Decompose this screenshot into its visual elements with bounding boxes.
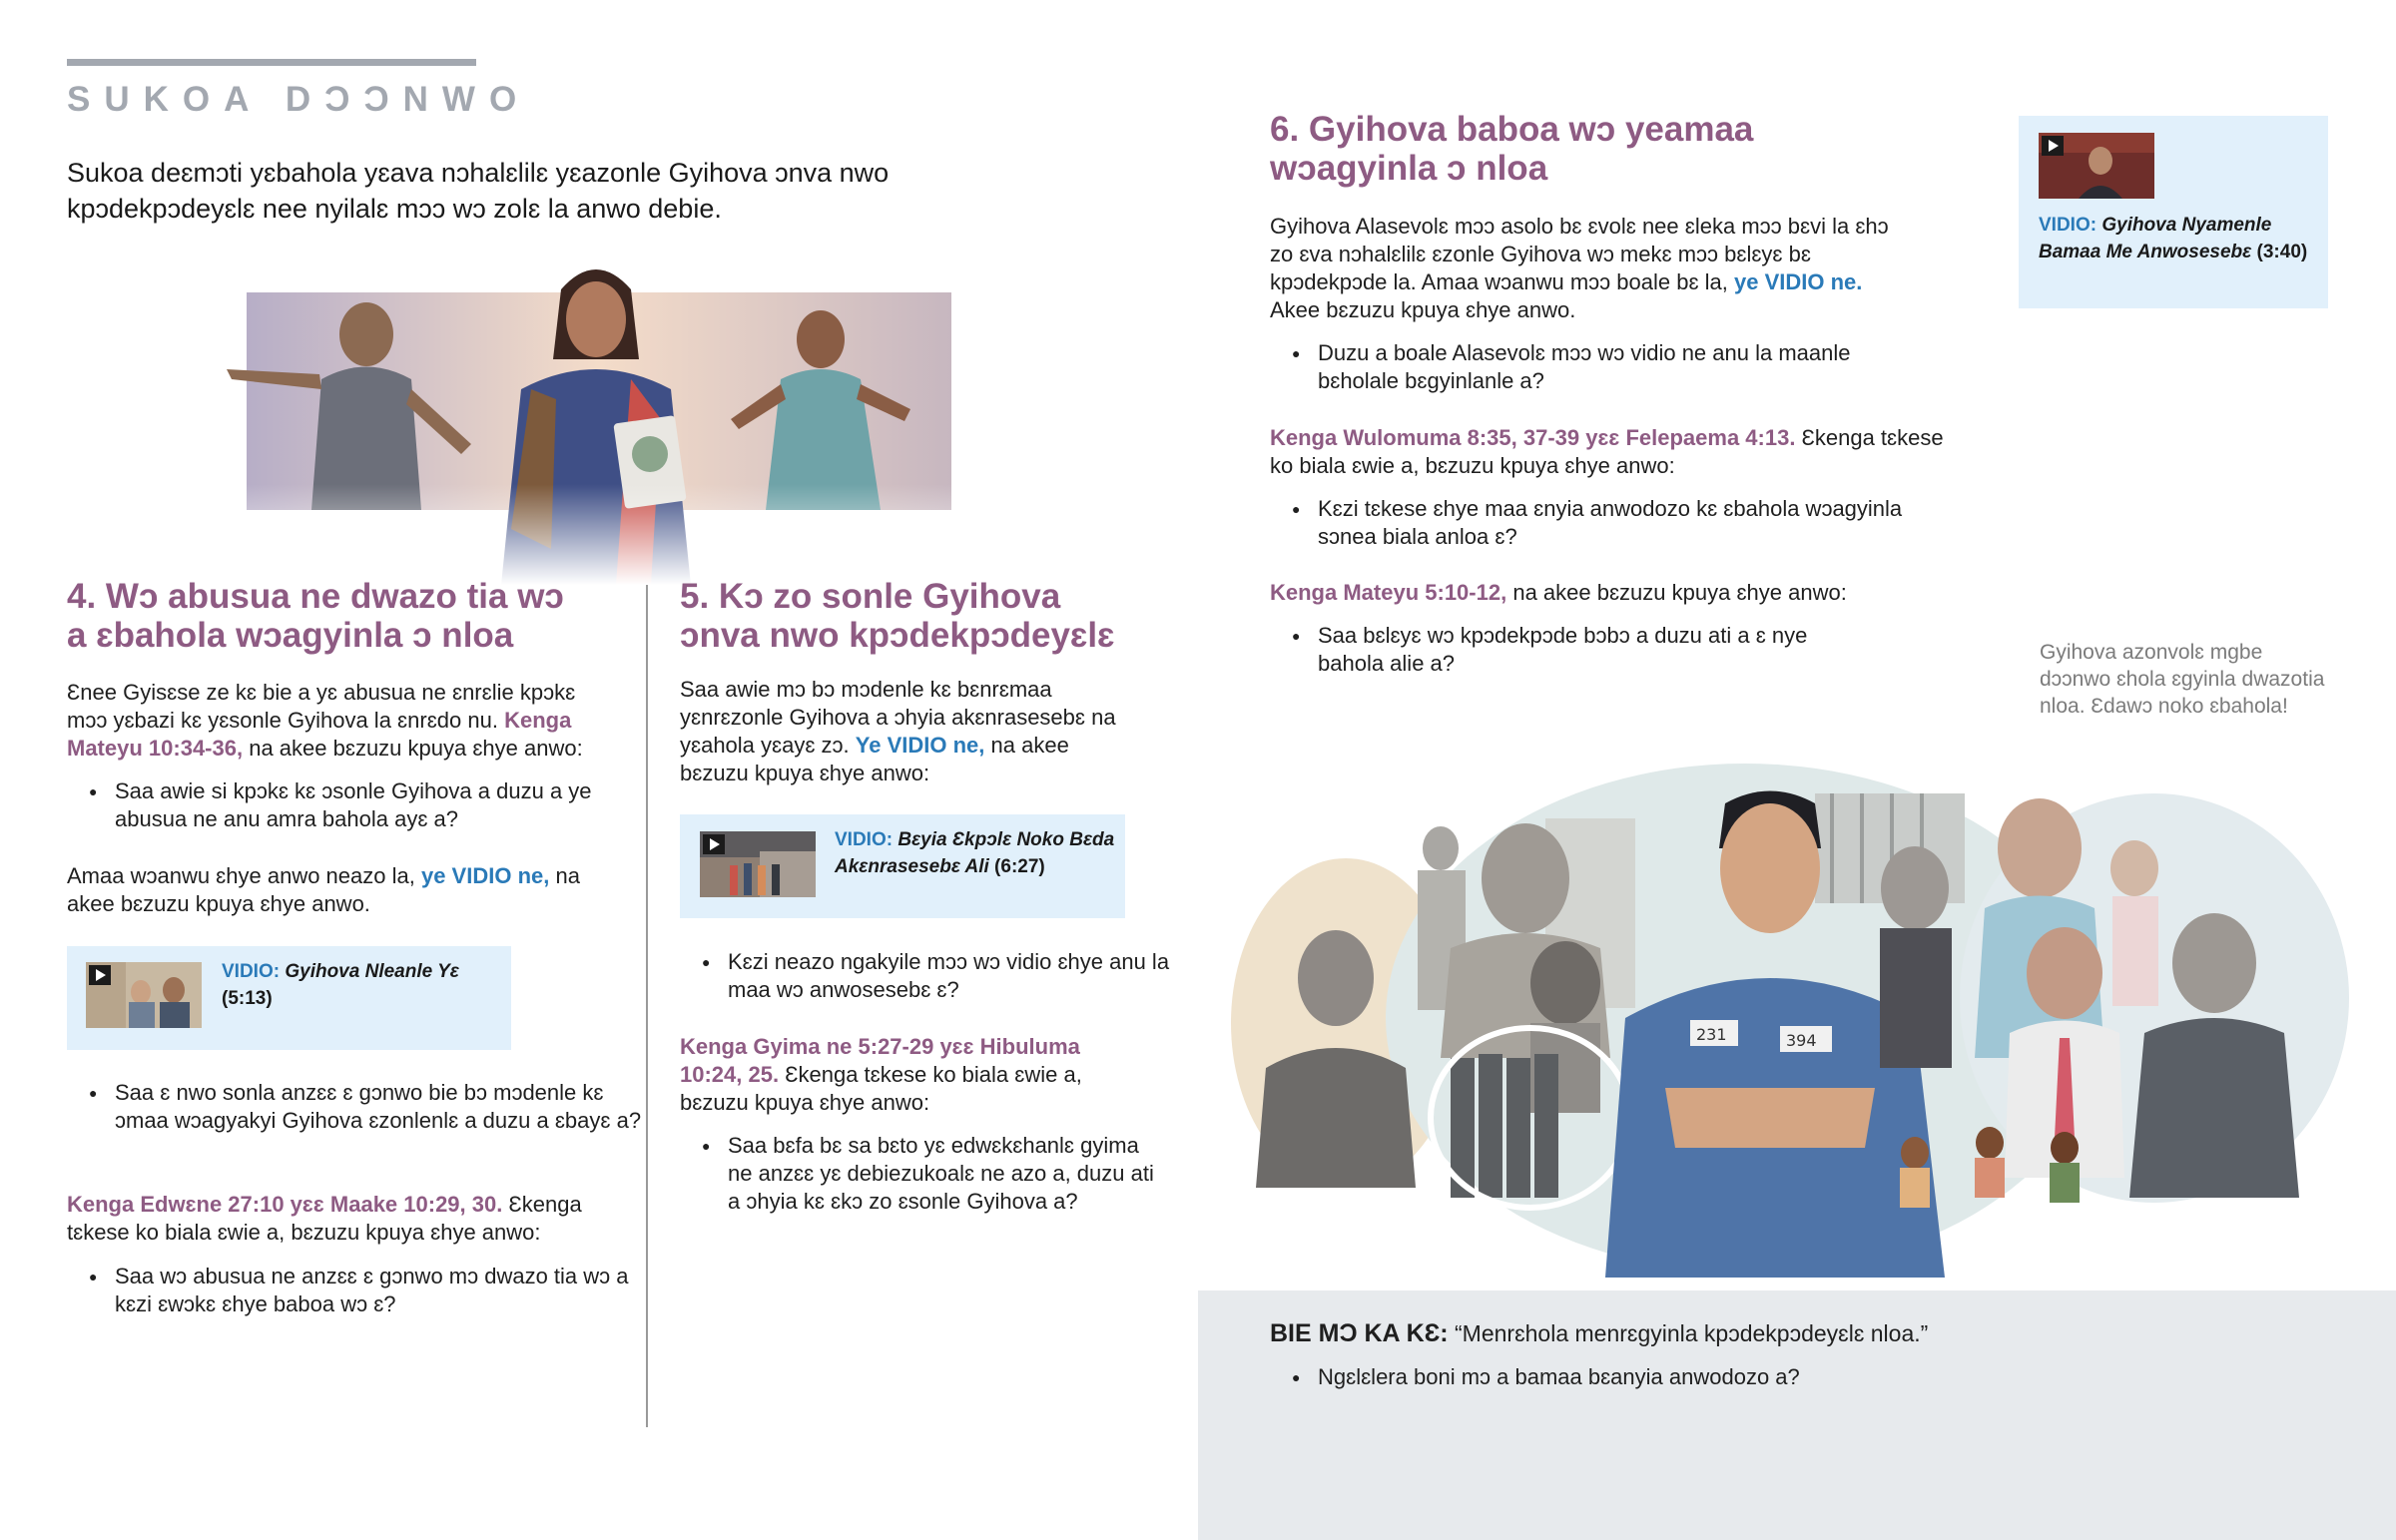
- col6-question-2: ● Kɛzi tɛkese ɛhye maa ɛnyia anwodozo kɛ ɛbahola wɔagyinla sɔnea biala anloa ɛ?: [1270, 495, 1927, 551]
- col4-p1-text: Ɛnee Gyisɛse ze kɛ bie a yɛ abusua ne ɛnrɛlie kpɔkɛ mɔɔ yɛbazi kɛ yɛsonle Gyihova la ɛnrɛdo nu.: [67, 680, 576, 733]
- col4-video-title: Gyihova Nleanle Yɛ: [285, 961, 459, 982]
- heading-4: 4. Wɔ abusua ne dwazo tia wɔ a ɛbahola wɔagyinla ɔ nloa: [67, 577, 564, 655]
- col4-video-box[interactable]: [67, 946, 511, 1050]
- svg-text:231: 231: [1696, 1025, 1727, 1044]
- col4-p3-scripture-ref[interactable]: Kenga Edwɛne 27:10 yɛɛ Maake 10:29, 30.: [67, 1192, 503, 1217]
- col5-paragraph-2: [680, 1033, 1129, 1117]
- svg-text:394: 394: [1786, 1031, 1817, 1050]
- col6-question-3: ● Saa bɛlɛyɛ wɔ kpɔdekpɔde bɔbɔ a duzu ati a ɛ nye bahola alie a?: [1270, 622, 1877, 678]
- col5-video-duration: (6:27): [994, 856, 1045, 877]
- play-icon: [2042, 136, 2064, 156]
- col4-video-link[interactable]: ye VIDIO ne,: [420, 863, 550, 888]
- col6-p3-scripture-ref[interactable]: Kenga Mateyu 5:10-12,: [1270, 580, 1507, 605]
- col4-question-2: ● Saa ɛ nwo sonla anzɛɛ ɛ gɔnwo bie bɔ mɔdenle kɛ ɔmaa wɔagyakyi Gyihova ɛzonlenlɛ a duzu a ɛbayɛ a?: [67, 1079, 644, 1135]
- col4-p2-tail: na akee bɛzuzu kpuya ɛhye anwo.: [67, 863, 580, 916]
- col4-video-duration: (5:13): [222, 988, 273, 1009]
- col4-paragraph-2: [67, 862, 606, 918]
- col6-p3-tail: na akee bɛzuzu kpuya ɛhye anwo:: [1512, 580, 1847, 605]
- col6-p2-tail: Ɛkenga tɛkese ko biala ɛwie a, bɛzuzu kpuya ɛhye anwo:: [1270, 425, 1944, 478]
- col4-question-1: ● Saa awie si kpɔkɛ kɛ ɔsonle Gyihova a duzu a ye abusua ne anu amra bahola ayɛ a?: [67, 777, 614, 833]
- col4-p2-text: Amaa wɔanwu ɛhye anwo neazo la,: [67, 863, 415, 888]
- col6-question-1: ● Duzu a boale Alasevolɛ mɔɔ wɔ vidio ne anu la maanle bɛholale bɛgyinlanle a?: [1270, 339, 1877, 395]
- col5-p2-tail: Ɛkenga tɛkese ko biala ɛwie a, bɛzuzu kpuya ɛhye anwo:: [680, 1062, 1082, 1115]
- col5-p1-text: Saa awie mɔ bɔ mɔdenle kɛ bɛnrɛmaa yɛnrɛzonle Gyihova a ɔhyia akɛnrasesebɛ na yɛahola yɛayɛ zɔ.: [680, 677, 1116, 758]
- objection-quote: “Menrɛhola menrɛgyinla kpɔdekpɔdeyɛlɛ nloa.”: [1455, 1320, 1929, 1346]
- col6-video-title: Gyihova Nyamenle Bamaa Me Anwosesebɛ: [2039, 215, 2272, 262]
- col4-question-3: ● Saa wɔ abusua ne anzɛɛ ɛ gɔnwo mɔ dwazo tia wɔ a kɛzi ɛwɔkɛ ɛhye baboa wɔ ɛ?: [67, 1263, 654, 1318]
- play-icon: [89, 965, 111, 985]
- col6-video-label: VIDIO:: [2039, 215, 2097, 236]
- illustration-caption: Gyihova azonvolɛ mgbe dɔɔnwo ɛhola ɛgyinla dwazotia nloa. Ɛdawɔ noko ɛbahola!: [2040, 641, 2325, 718]
- faithful-witnesses-illustration: [1226, 759, 2354, 1278]
- col6-p1-tail: Akee bɛzuzu kpuya ɛhye anwo.: [1270, 297, 1576, 322]
- col6-video-box[interactable]: [2019, 116, 2328, 308]
- col5-video-caption: [835, 826, 1119, 880]
- col6-p1-text: Gyihova Alasevolɛ mɔɔ asolo bɛ ɛvolɛ nee ɛleka mɔɔ bɛvi la ɛhɔ zo ɛva nɔhalɛlilɛ ɛzonle Gyihova wɔ mekɛ mɔɔ bɛlɛyɛ bɛ kpɔdekpɔde la. Amaa wɔanwu mɔɔ boale bɛ la,: [1270, 214, 1889, 294]
- col5-p2-scripture-ref[interactable]: Kenga Gyima ne 5:27-29 yɛɛ Hibuluma 10:24, 25.: [680, 1034, 1080, 1087]
- col5-video-link[interactable]: Ye VIDIO ne,: [855, 733, 985, 758]
- col4-video-label: VIDIO:: [222, 961, 281, 982]
- family-opposition-illustration: [222, 250, 956, 585]
- col5-video-thumbnail[interactable]: [700, 831, 816, 897]
- col4-p1-tail: na akee bɛzuzu kpuya ɛhye anwo:: [249, 736, 583, 761]
- col4-p1-scripture-ref[interactable]: Kenga Mateyu 10:34-36,: [67, 708, 572, 761]
- objection-label: BIE MƆ KA KƐ:: [1270, 1319, 1449, 1347]
- col5-question-2: ● Saa bɛfa bɛ sa bɛto yɛ edwɛkɛhanlɛ gyima ne anzɛɛ yɛ debiezukoalɛ ne azo a, duzu ati a ɔhyia kɛ ɛkɔ zo ɛsonle Gyihova a?: [680, 1132, 1167, 1216]
- heading-5: 5. Kɔ zo sonle Gyihova ɔnva nwo kpɔdekpɔdeyɛlɛ: [680, 577, 1115, 655]
- col6-video-link[interactable]: ye VIDIO ne.: [1734, 269, 1863, 294]
- col4-video-thumbnail[interactable]: [86, 962, 202, 1028]
- col6-video-thumbnail[interactable]: [2039, 133, 2154, 199]
- col4-paragraph-3: [67, 1191, 606, 1247]
- section-top-rule: [67, 59, 476, 66]
- col6-paragraph-2: [1270, 424, 1969, 480]
- intro-text: Sukoa deɛmɔti yɛbahola yɛava nɔhalɛlilɛ yɛazonle Gyihova ɔnva nwo kpɔdekpɔdeyɛlɛ nee nyilalɛ mɔɔ wɔ zolɛ la anwo debie.: [67, 158, 890, 224]
- col6-p2-scripture-ref[interactable]: Kenga Wulomuma 8:35, 37-39 yɛɛ Felepaema 4:13.: [1270, 425, 1796, 450]
- col6-paragraph-3: [1270, 579, 1889, 607]
- col6-video-duration: (3:40): [2256, 242, 2308, 262]
- col5-video-label: VIDIO:: [835, 829, 894, 850]
- col4-paragraph-1: [67, 679, 606, 763]
- col4-video-caption: [222, 958, 501, 1012]
- col6-paragraph-1: [1270, 213, 1889, 324]
- objection-line: [1270, 1317, 2318, 1349]
- col5-paragraph-1: [680, 676, 1129, 787]
- col4-p3-tail: Ɛkenga tɛkese ko biala ɛwie a, bɛzuzu kpuya ɛhye anwo:: [67, 1192, 582, 1245]
- col5-video-title: Bɛyia Ɛkpɔlɛ Noko Bɛda Akɛnrasesebɛ Ali: [835, 829, 1115, 877]
- col6-video-caption: [2039, 212, 2318, 265]
- play-icon: [703, 834, 725, 854]
- col5-p1-tail: na akee bɛzuzu kpuya ɛhye anwo:: [680, 733, 1069, 785]
- col5-video-box[interactable]: [680, 814, 1125, 918]
- col5-question-1: ● Kɛzi neazo ngakyile mɔɔ wɔ vidio ɛhye anu la maa wɔ anwosesebɛ ɛ?: [680, 948, 1177, 1004]
- heading-6: 6. Gyihova baboa wɔ yeamaa wɔagyinla ɔ nloa: [1270, 110, 1754, 188]
- objection-question: ● Ngɛlɛlera boni mɔ a bamaa bɛanyia anwodozo a?: [1270, 1363, 2316, 1391]
- section-title: SUKOA DƆƆNWO: [67, 80, 531, 119]
